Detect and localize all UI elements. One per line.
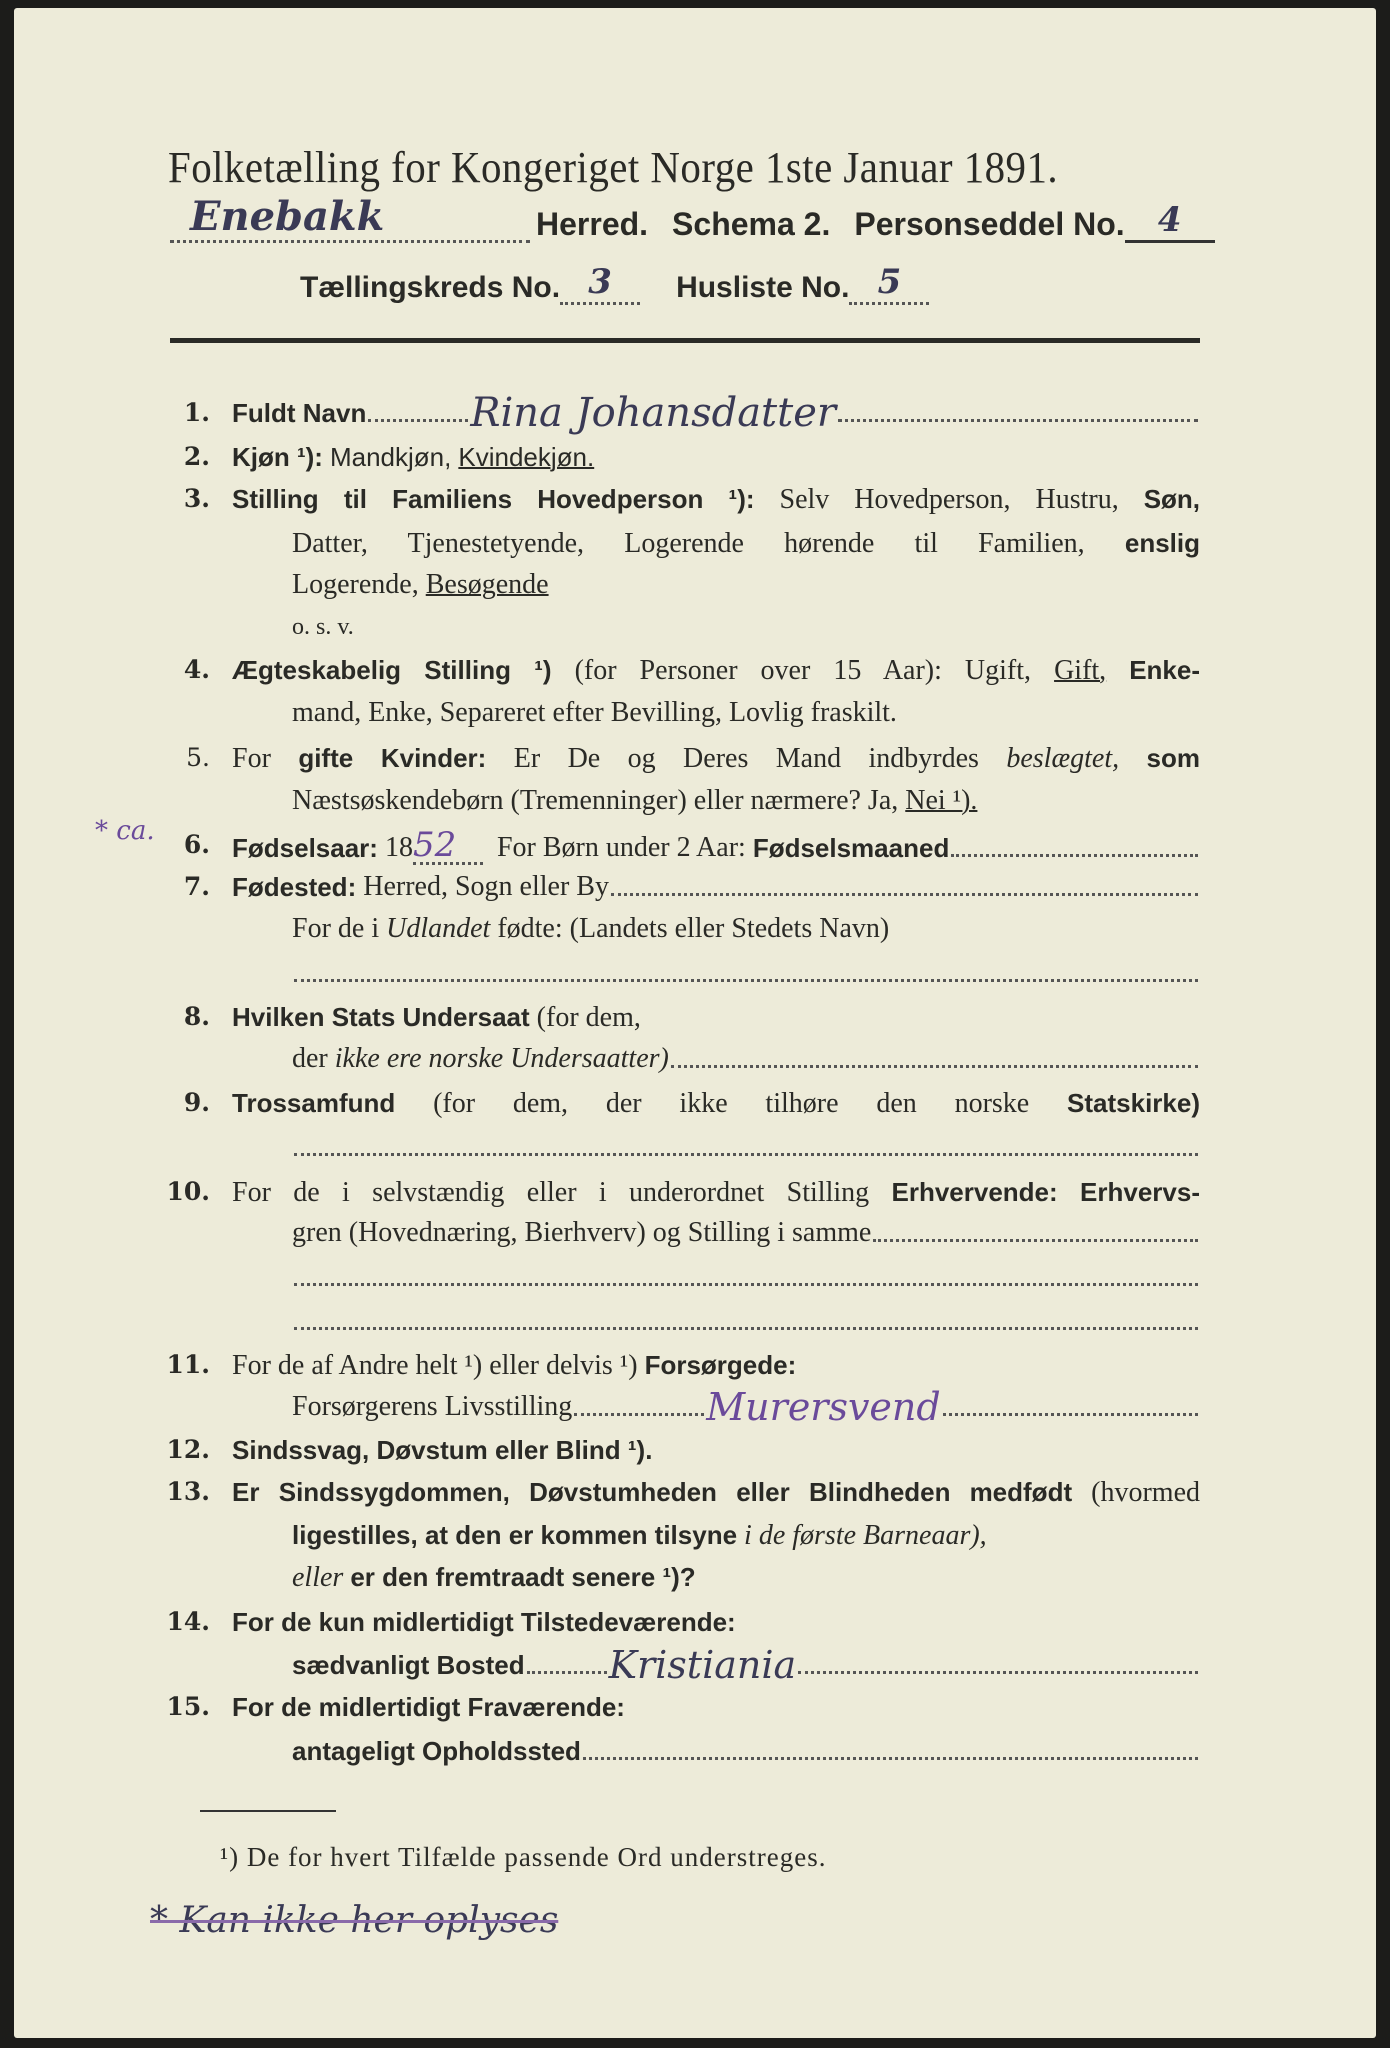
- header-line-2: [300, 262, 929, 305]
- form-title: Folketælling for Kongeriget Norge 1ste Januar 1891.: [168, 143, 1059, 192]
- husliste-label: Husliste No.: [676, 271, 850, 304]
- husliste-value: 5: [849, 262, 929, 305]
- herred-label: Herred.: [536, 206, 649, 242]
- schema-label: Schema 2.: [672, 206, 831, 242]
- footnote-rule: [200, 1810, 336, 1812]
- selected-besogende: Besøgende: [425, 569, 549, 600]
- header-line-1: [170, 193, 1215, 243]
- margin-note: * ca.: [95, 816, 155, 846]
- selected-gift: Gift,: [1054, 655, 1107, 686]
- kreds-value: 3: [560, 262, 640, 305]
- bottom-handwritten-note: * Kan ikke her oplyses: [150, 1900, 559, 1941]
- personseddel-label: Personseddel No.: [854, 206, 1125, 242]
- full-name-value: Rina Johansdatter: [470, 390, 836, 436]
- usual-residence-value: Kristiania: [608, 1643, 797, 1687]
- personseddel-value: 4: [1125, 200, 1215, 243]
- provider-occupation-value: Murersvend: [706, 1385, 941, 1429]
- birth-year-value: 52: [413, 828, 483, 865]
- kreds-label: Tællingskreds No.: [300, 271, 561, 304]
- selected-kvindekjon: Kvindekjøn.: [458, 442, 595, 472]
- header-rule: [170, 338, 1200, 343]
- herred-value: Enebakk: [190, 193, 385, 240]
- selected-nei: Nei ¹).: [905, 785, 978, 816]
- footnote: ¹) De for hvert Tilfælde passende Ord understreges.: [220, 1842, 827, 1872]
